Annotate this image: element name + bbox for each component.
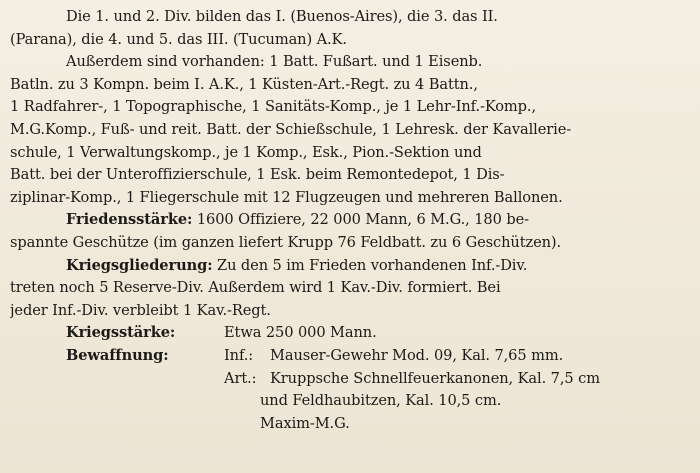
document-text: [10, 6, 694, 435]
text-line: jeder Inf.-Div. verbleibt 1 Kav.-Regt.: [10, 301, 271, 319]
art-value: Kruppsche Schnellfeuerkanonen, Kal. 7,5 cm: [270, 369, 600, 387]
bewaffnung-label: Bewaffnung:: [66, 346, 169, 364]
text-line: spannte Geschütze (im ganzen liefert Krupp 76 Feldbatt. zu 6 Geschützen).: [10, 233, 562, 251]
art-continuation: und Feldhaubitzen, Kal. 10,5 cm.: [260, 392, 502, 410]
text-line: (Parana), die 4. und 5. das III. (Tucuman) A.K.: [10, 30, 347, 48]
art-label: Art.:: [224, 369, 257, 387]
friedensstaerke-value: 1600 Offiziere, 22 000 Mann, 6 M.G., 180 be-: [192, 211, 529, 229]
text-line: Batln. zu 3 Kompn. beim I. A.K., 1 Küsten-Art.-Regt. zu 4 Battn.,: [10, 75, 478, 93]
text-line: M.G.Komp., Fuß- und reit. Batt. der Schießschule, 1 Lehresk. der Kavallerie-: [10, 120, 572, 138]
bewaffnung-row: [10, 345, 694, 368]
kriegsgliederung-line: [10, 255, 694, 278]
art-row: [10, 368, 694, 391]
inf-label: Inf.:: [224, 346, 254, 364]
kriegsstaerke-row: [10, 322, 694, 345]
text-line: treten noch 5 Reserve-Div. Außerdem wird 1 Kav.-Div. formiert. Bei: [10, 279, 501, 297]
inf-value: Mauser-Gewehr Mod. 09, Kal. 7,65 mm.: [270, 346, 564, 364]
kriegsgliederung-value: Zu den 5 im Frieden vorhandenen Inf.-Div.: [212, 256, 528, 274]
text-line: Außerdem sind vorhanden: 1 Batt. Fußart. und 1 Eisenb.: [66, 53, 483, 71]
text-line: 1 Radfahrer-, 1 Topographische, 1 Sanitäts-Komp., je 1 Lehr-Inf.-Komp.,: [10, 98, 536, 116]
text-line: Die 1. und 2. Div. bilden das I. (Buenos-Aires), die 3. das II.: [66, 8, 498, 25]
kriegsgliederung-label: Kriegsgliederung:: [66, 256, 213, 274]
kriegsstaerke-value: Etwa 250 000 Mann.: [224, 324, 377, 342]
friedensstaerke-line: [10, 209, 694, 232]
text-line: Batt. bei der Unteroffizierschule, 1 Esk. beim Remontedepot, 1 Dis-: [10, 166, 505, 184]
text-line: ziplinar-Komp., 1 Fliegerschule mit 12 Flugzeugen und mehreren Ballonen.: [10, 188, 563, 206]
mg-line: Maxim-M.G.: [260, 414, 350, 432]
friedensstaerke-label: Friedensstärke:: [66, 211, 193, 229]
text-line: schule, 1 Verwaltungskomp., je 1 Komp., Esk., Pion.-Sektion und: [10, 143, 482, 161]
kriegsstaerke-label: Kriegsstärke:: [66, 324, 176, 342]
